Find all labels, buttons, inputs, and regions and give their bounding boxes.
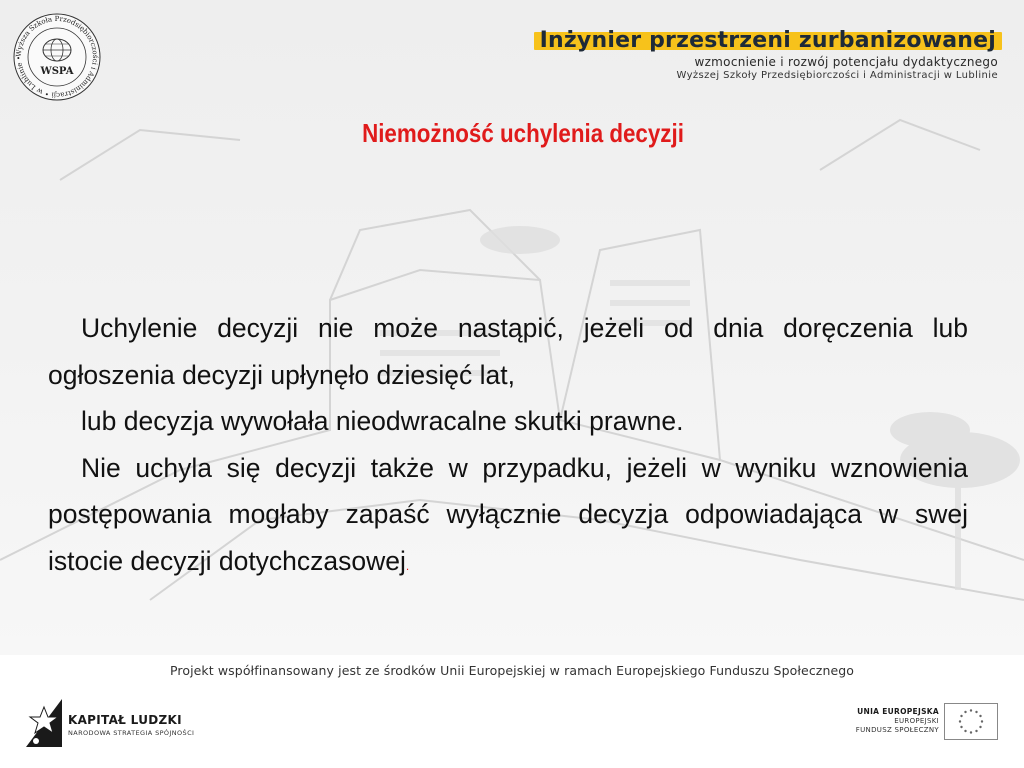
eu-fund-line2: FUNDUSZ SPOŁECZNY [855, 726, 939, 734]
kapital-ludzki-text [68, 713, 194, 737]
eu-flag-icon [944, 703, 998, 740]
slide-body [48, 305, 968, 589]
body-paragraph-text: Nie uchyla się decyzji także w przypadku, jeżeli w wyniku wznowienia postępowania mogłaby zapaść wyłącznie decyzja odpowiadająca w swej istocie decyzji dotychczasowej [48, 452, 968, 576]
eu-union: UNIA EUROPEJSKA [857, 707, 939, 716]
footer [0, 655, 1024, 768]
brand-subtitle: wzmocnienie i rozwój potencjału dydaktycznego [694, 55, 998, 69]
seal-ring-text: Wyższa Szkoła Przedsiębiorczości i Administracji • w Lublinie • [14, 14, 100, 100]
eu-fund-line1: EUROPEJSKI [894, 717, 939, 725]
kapital-ludzki-logo-icon [24, 697, 64, 749]
wspa-seal-logo [12, 12, 102, 102]
body-paragraph: Uchylenie decyzji nie może nastąpić, jeżeli od dnia doręczenia lub ogłoszenia decyzji upłynęło dziesięć lat, [48, 313, 968, 390]
project-brand [538, 28, 998, 81]
kl-name: KAPITAŁ LUDZKI [68, 713, 182, 727]
eu-text [856, 707, 939, 734]
kl-subtitle: NARODOWA STRATEGIA SPÓJNOŚCI [68, 729, 195, 737]
trailing-dot: . [405, 558, 410, 573]
brand-title: Inżynier przestrzeni zurbanizowanej [539, 28, 996, 53]
brand-institution: Wyższej Szkoły Przedsiębiorczości i Administracji w Lublinie [676, 70, 998, 81]
funding-statement: Projekt współfinansowany jest ze środków Unii Europejskiej w ramach Europejskiego Funduszu Społecznego [169, 663, 855, 678]
seal-abbr: WSPA [40, 66, 74, 77]
body-paragraph: lub decyzja wywołała nieodwracalne skutki prawne. [81, 406, 684, 436]
slide-title: Niemożność uchylenia decyzji [362, 118, 684, 148]
body-paragraph [48, 445, 968, 590]
